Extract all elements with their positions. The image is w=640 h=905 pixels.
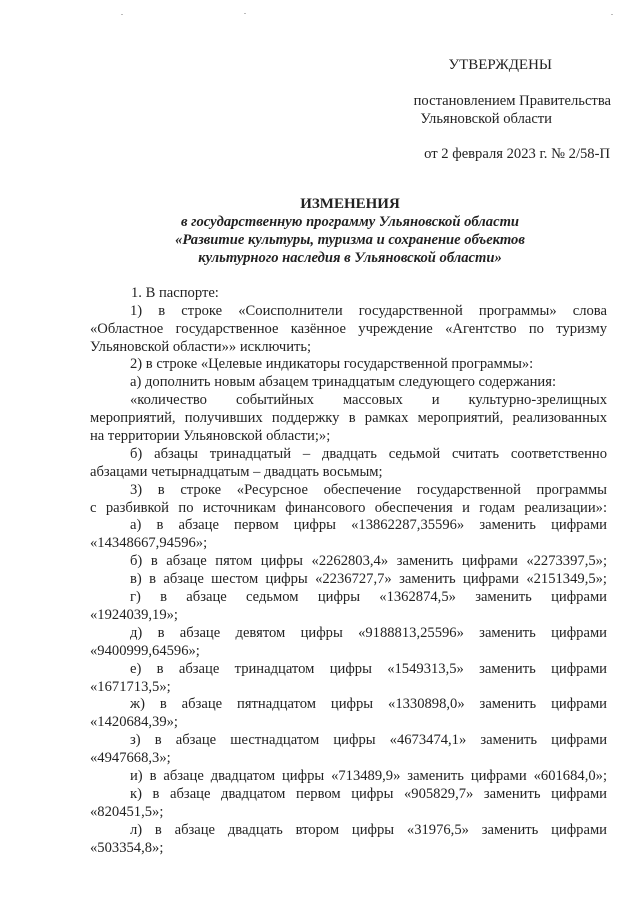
body-line: ж) в абзаце пятнадцатом цифры «1330898,0» заменить цифрами (130, 696, 607, 712)
body-line: 1) в строке «Соисполнители государственной программы» слова (130, 303, 607, 319)
body-line: «503354,8»; (90, 840, 164, 856)
body-line: г) в абзаце седьмом цифры «1362874,5» заменить цифрами (130, 589, 607, 605)
body-line: на территории Ульяновской области;»; (90, 428, 331, 444)
body-line: л) в абзаце двадцать втором цифры «31976,5» заменить цифрами (130, 822, 607, 838)
page-title: ИЗМЕНЕНИЯ (300, 196, 400, 212)
scan-speck (244, 13, 246, 14)
body-line: мероприятий, получивших поддержку в рамках мероприятий, реализованных (90, 410, 607, 426)
body-line: з) в абзаце шестнадцатом цифры «4673474,1» заменить цифрами (130, 732, 607, 748)
body-line: б) в абзаце пятом цифры «2262803,4» заменить цифрами «2273397,5»; (130, 553, 607, 569)
body-line: «1420684,39»; (90, 714, 178, 730)
body-line: к) в абзаце двадцатом первом цифры «905829,7» заменить цифрами (130, 786, 607, 802)
body-line: «820451,5»; (90, 804, 164, 820)
body-line: абзацами четырнадцатым – двадцать восьмым; (90, 464, 383, 480)
scan-speck (121, 14, 123, 15)
heading-line-2: «Развитие культуры, туризма и сохранение объектов (175, 232, 525, 248)
body-line: Ульяновской области»» исключить; (90, 339, 312, 355)
heading-line-3: культурного наследия в Ульяновской области» (198, 250, 502, 266)
body-line: «4947668,3»; (90, 750, 171, 766)
approval-date: от 2 февраля 2023 г. № 2/58-П (424, 146, 610, 162)
body-line: б) абзацы тринадцатый – двадцать седьмой считать соответственно (130, 446, 607, 462)
body-line: а) в абзаце первом цифры «13862287,35596» заменить цифрами (130, 517, 607, 533)
body-line: 1. В паспорте: (131, 285, 219, 301)
body-line: «1924039,19»; (90, 607, 178, 623)
body-line: «1671713,5»; (90, 679, 171, 695)
body-line: а) дополнить новым абзацем тринадцатым следующего содержания: (130, 374, 557, 390)
body-line: в) в абзаце шестом цифры «2236727,7» заменить цифрами «2151349,5»; (130, 571, 607, 587)
approval-title: УТВЕРЖДЕНЫ (448, 57, 552, 73)
approval-line-2: Ульяновской области (420, 111, 552, 127)
heading-line-1: в государственную программу Ульяновской области (180, 214, 520, 230)
body-line: «Областное государственное казённое учреждение «Агентство по туризму (90, 321, 607, 337)
body-line: е) в абзаце тринадцатом цифры «1549313,5» заменить цифрами (130, 661, 607, 677)
body-line: «количество событийных массовых и культурно-зрелищных (130, 392, 607, 408)
body-line: «14348667,94596»; (90, 535, 208, 551)
approval-line-1: постановлением Правительства (413, 93, 611, 109)
body-line: д) в абзаце девятом цифры «9188813,25596» заменить цифрами (130, 625, 607, 641)
body-line: 2) в строке «Целевые индикаторы государственной программы»: (130, 356, 534, 372)
body-line: «9400999,64596»; (90, 643, 200, 659)
scan-speck (611, 14, 613, 15)
body-line: 3) в строке «Ресурсное обеспечение государственной программы (130, 482, 607, 498)
body-line: и) в абзаце двадцатом цифры «713489,9» заменить цифрами «601684,0»; (130, 768, 607, 784)
body-line: с разбивкой по источникам финансового обеспечения и годам реализации»: (90, 500, 607, 516)
